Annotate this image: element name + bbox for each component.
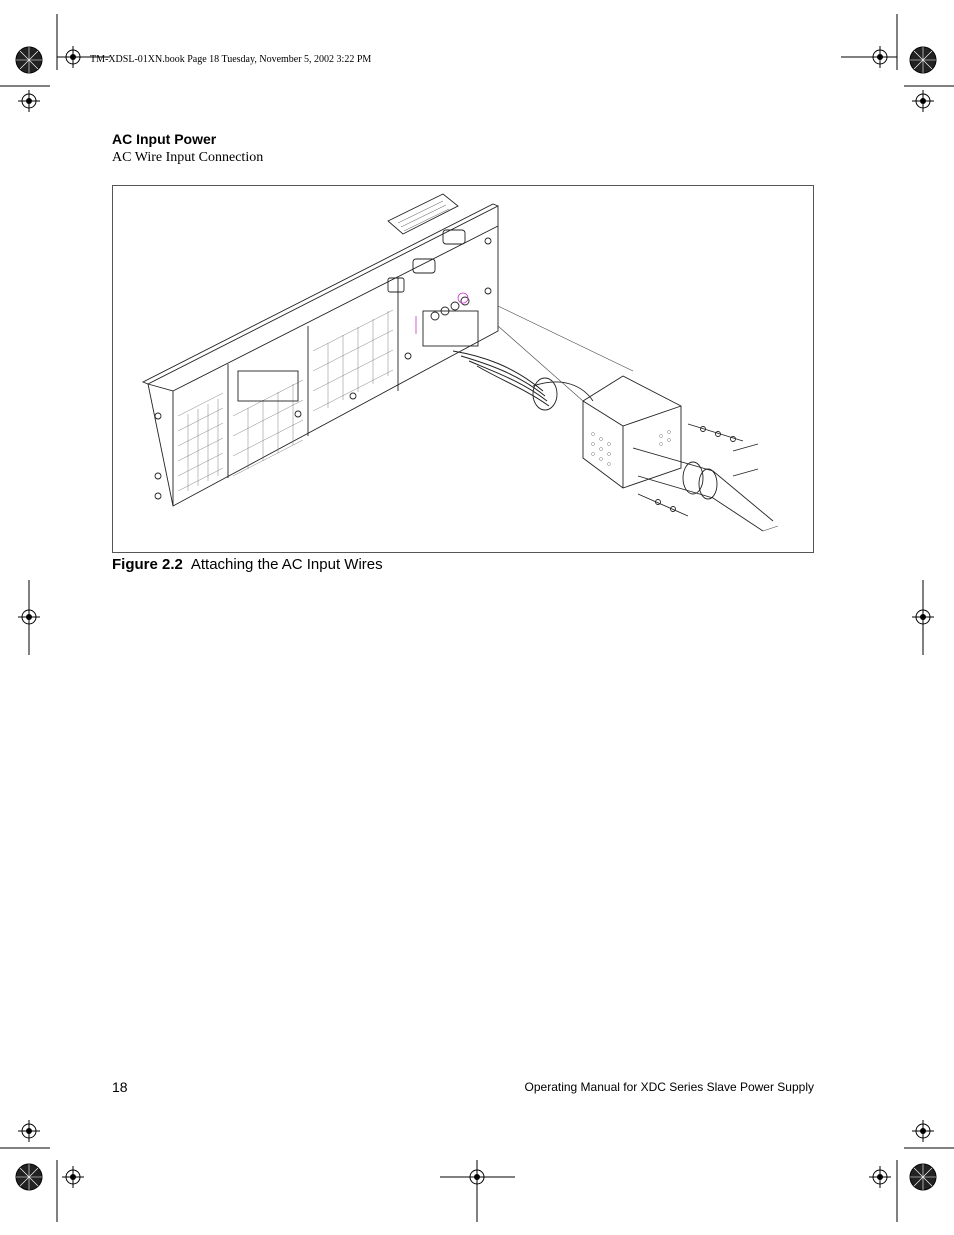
star-target-icon	[16, 47, 42, 73]
vent-grid	[178, 393, 223, 491]
section-title: AC Input Power	[112, 131, 217, 147]
db-connector	[413, 259, 435, 273]
terminal-block	[238, 371, 298, 401]
section-subtitle: AC Wire Input Connection	[112, 150, 264, 165]
figure-number: Figure 2.2	[112, 556, 183, 573]
rating-label	[388, 194, 458, 234]
page-number: 18	[112, 1079, 128, 1095]
figure-caption	[112, 556, 383, 573]
star-target-icon	[910, 1164, 936, 1190]
ac-input-illustration	[113, 186, 813, 552]
chassis-rear-panel	[148, 206, 498, 506]
figure-caption-text: Attaching the AC Input Wires	[190, 556, 383, 573]
print-header: TM-XDSL-01XN.book Page 18 Tuesday, November 5, 2002 3:22 PM	[90, 54, 372, 65]
star-target-icon	[16, 1164, 42, 1190]
figure-frame	[112, 185, 814, 553]
ac-input-cover	[583, 376, 681, 488]
star-target-icon	[910, 47, 936, 73]
footer-manual-title: Operating Manual for XDC Series Slave Power Supply	[524, 1080, 814, 1094]
